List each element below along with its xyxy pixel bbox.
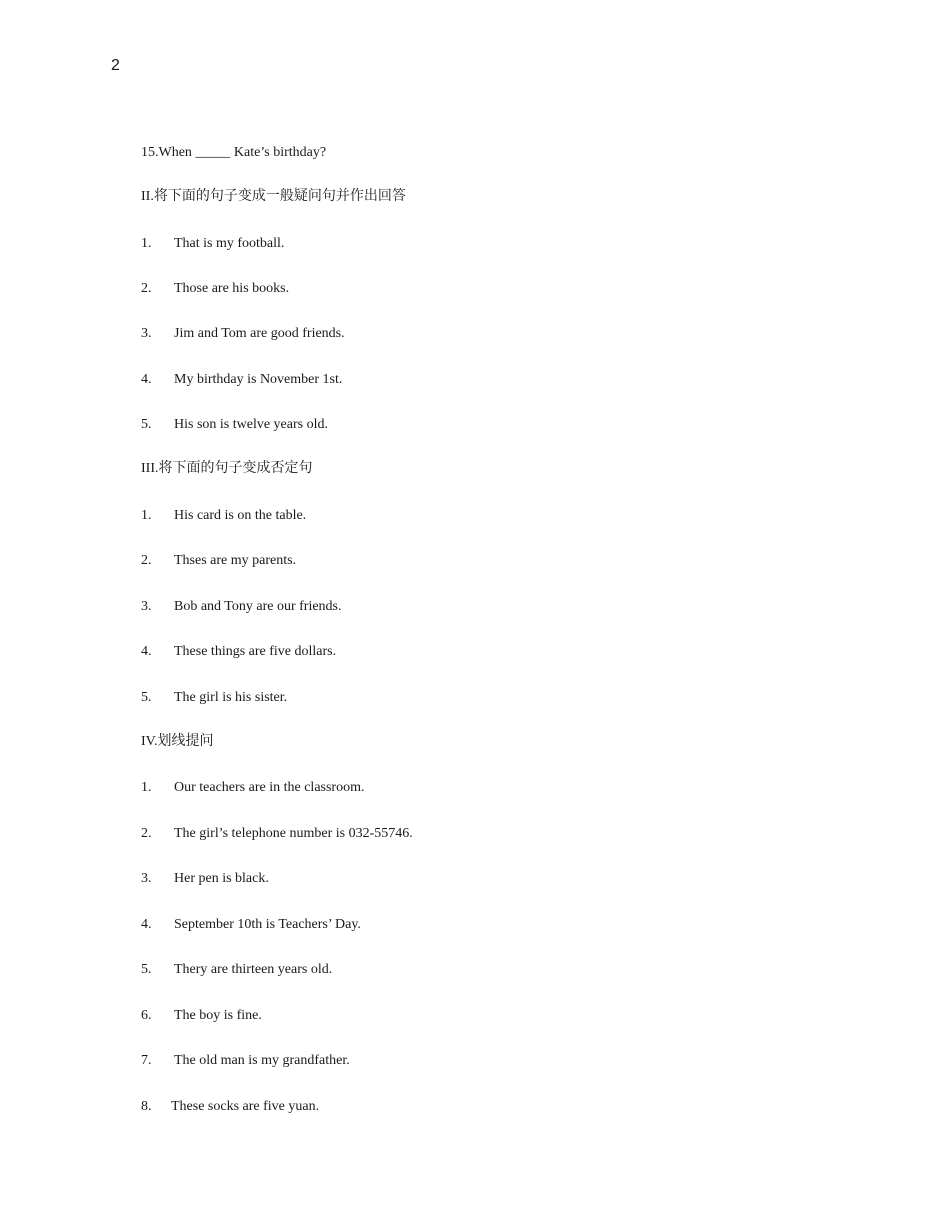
item-text: Her pen is black. — [174, 871, 269, 886]
question-15: 15.When _____ Kate’s birthday? — [141, 145, 327, 160]
item-number: 8. — [141, 1099, 152, 1114]
item-number: 1. — [141, 236, 152, 251]
list-item — [141, 643, 336, 661]
section-3-heading: III.将下面的句子变成否定句 — [141, 461, 313, 476]
item-number: 5. — [141, 417, 152, 432]
item-number: 5. — [141, 690, 152, 705]
item-number: 5. — [141, 962, 152, 977]
item-text: Our teachers are in the classroom. — [174, 780, 365, 795]
list-item — [141, 1052, 350, 1070]
list-item — [141, 371, 342, 389]
item-number: 7. — [141, 1053, 152, 1068]
list-item — [141, 961, 332, 979]
item-number: 4. — [141, 917, 152, 932]
list-item — [141, 280, 289, 298]
item-number: 4. — [141, 372, 152, 387]
list-item — [141, 325, 345, 343]
item-number: 2. — [141, 826, 152, 841]
list-item — [141, 825, 413, 843]
item-number: 4. — [141, 644, 152, 659]
page-number: 2 — [111, 57, 120, 74]
item-text: That is my football. — [174, 236, 285, 251]
item-number: 2. — [141, 281, 152, 296]
item-text: Thery are thirteen years old. — [174, 962, 333, 977]
item-text: His card is on the table. — [174, 508, 307, 523]
item-number: 3. — [141, 599, 152, 614]
item-text: His son is twelve years old. — [174, 417, 328, 432]
list-item — [141, 1007, 262, 1025]
item-number: 3. — [141, 326, 152, 341]
item-text: Thses are my parents. — [174, 553, 297, 568]
item-text: The girl’s telephone number is 032-55746. — [174, 826, 413, 841]
list-item — [141, 779, 364, 797]
item-text: The girl is his sister. — [174, 690, 288, 705]
item-text: September 10th is Teachers’ Day. — [174, 917, 361, 932]
list-item — [141, 507, 306, 525]
item-text: The old man is my grandfather. — [174, 1053, 350, 1068]
list-item — [141, 870, 269, 888]
item-text: My birthday is November 1st. — [174, 372, 343, 387]
item-number: 6. — [141, 1008, 152, 1023]
item-text: The boy is fine. — [174, 1008, 262, 1023]
list-item — [141, 916, 361, 934]
item-text: These things are five dollars. — [174, 644, 337, 659]
list-item — [141, 689, 287, 707]
list-item — [141, 598, 342, 616]
list-item — [141, 235, 284, 253]
item-number: 3. — [141, 871, 152, 886]
item-text: Bob and Tony are our friends. — [174, 599, 342, 614]
section-4-heading: IV.划线提问 — [141, 734, 214, 749]
item-number: 1. — [141, 780, 152, 795]
item-number: 2. — [141, 553, 152, 568]
section-2-heading: II.将下面的句子变成一般疑问句并作出回答 — [141, 189, 406, 204]
item-text: Jim and Tom are good friends. — [174, 326, 345, 341]
item-number: 1. — [141, 508, 152, 523]
list-item — [141, 1098, 319, 1116]
item-text: These socks are five yuan. — [171, 1099, 320, 1114]
item-text: Those are his books. — [174, 281, 290, 296]
list-item — [141, 416, 328, 434]
list-item — [141, 552, 296, 570]
